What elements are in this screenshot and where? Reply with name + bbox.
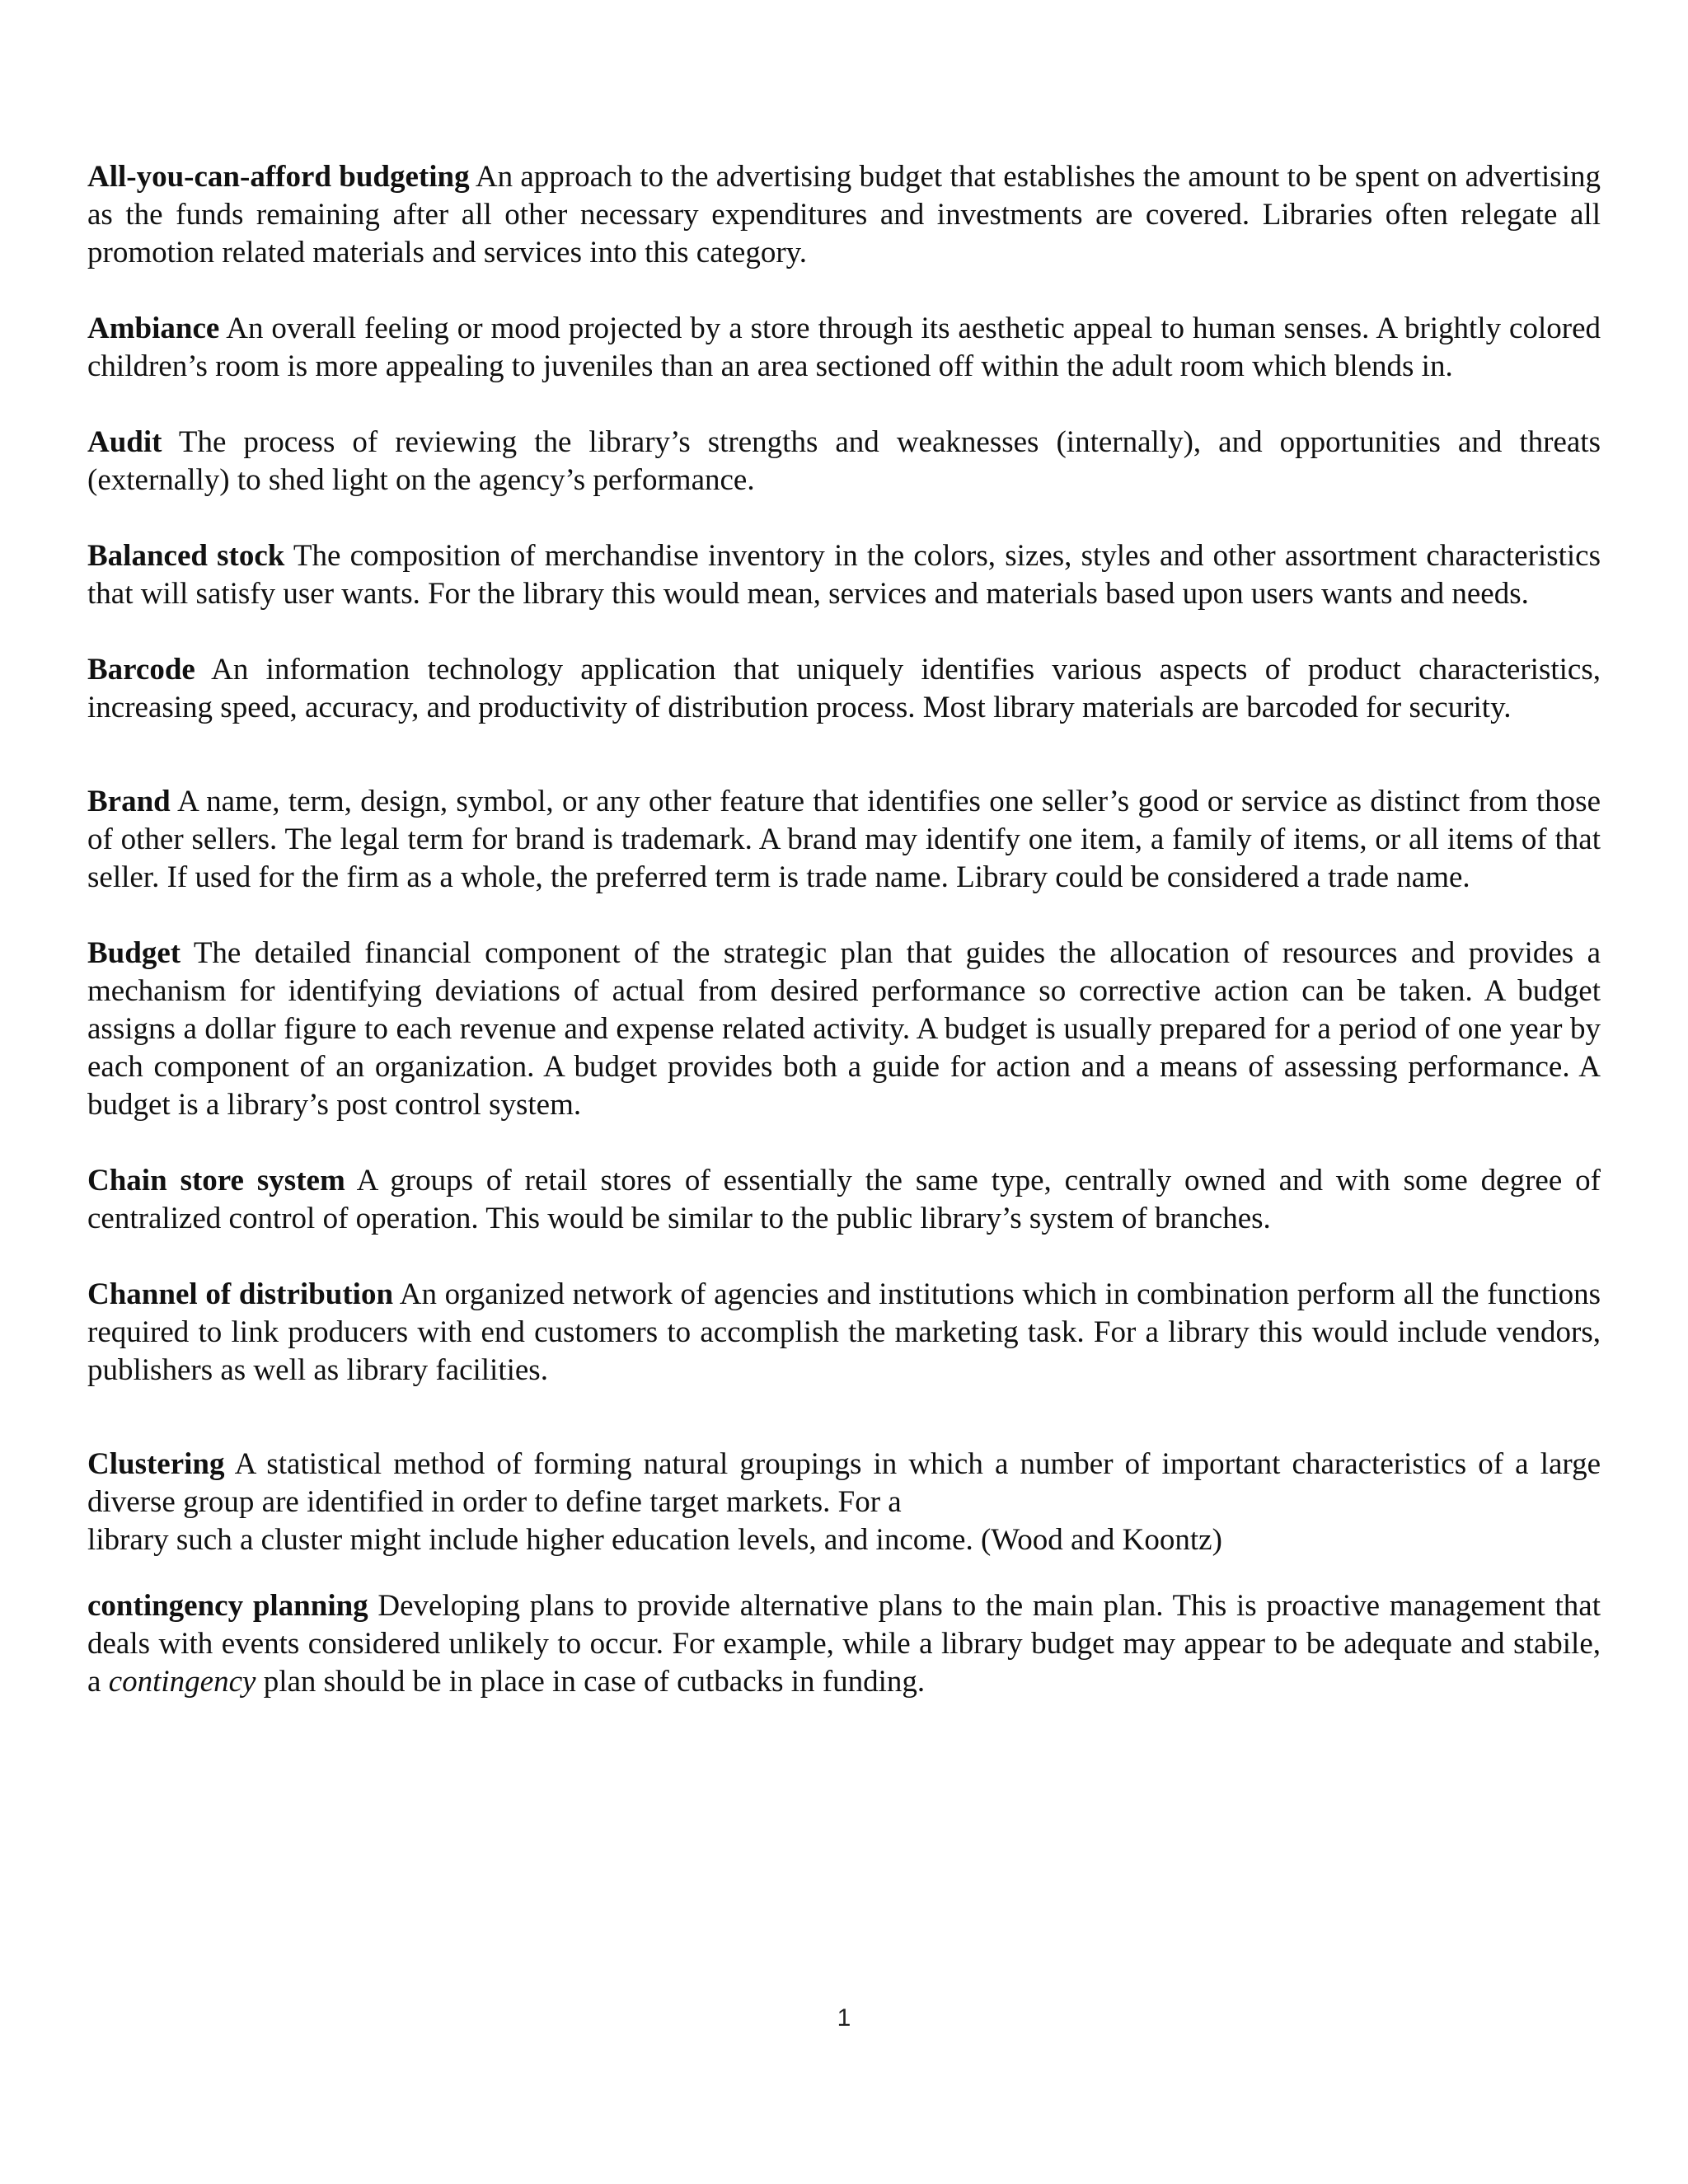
- glossary-definition: A name, term, design, symbol, or any other feature that identifies one seller’s good or service as distinct from those of other sellers. The legal term for brand is trademark. A brand may identify one item, a family of items, or all items of that seller. If used for the firm as a whole, the preferred term is trade name. Library could be considered a trade name.: [87, 785, 1601, 894]
- glossary-definition-emphasis: contingency: [108, 1665, 256, 1699]
- glossary-definition: The detailed financial component of the strategic plan that guides the allocation of resources and provides a mechanism for identifying deviations of actual from desired performance so corrective action can be taken. A budget assigns a dollar figure to each revenue and expense related activity. A budget is usually prepared for a period of one year by each component of an organization. A budget provides both a guide for action and a means of assessing performance. A budget is a library’s post control system.: [87, 936, 1601, 1122]
- glossary-definition: The process of reviewing the library’s strengths and weaknesses (internally), and opportunities and threats (externally) to shed light on the agency’s performance.: [87, 425, 1601, 497]
- glossary-entry-budget: [87, 935, 1601, 1124]
- glossary-definition: plan should be in place in case of cutbacks in funding.: [263, 1665, 926, 1699]
- glossary-content: [87, 158, 1601, 1739]
- glossary-term: All-you-can-afford budgeting: [87, 160, 470, 194]
- glossary-entry-clustering: [87, 1446, 1601, 1559]
- glossary-definition: An overall feeling or mood projected by a store through its aesthetic appeal to human senses. A brightly colored children’s room is more appealing to juveniles than an area sectioned off within the adult room which blends in.: [87, 312, 1601, 383]
- glossary-entry-contingency-planning: [87, 1587, 1601, 1701]
- glossary-term: Balanced stock: [87, 539, 285, 573]
- glossary-term: Channel of distribution: [87, 1277, 394, 1311]
- glossary-entry-channel-of-distribution: [87, 1276, 1601, 1390]
- glossary-entry-ambiance: [87, 310, 1601, 386]
- glossary-entry-chain-store-system: [87, 1162, 1601, 1238]
- glossary-definition: An information technology application that uniquely identifies various aspects of product characteristics, increasing speed, accuracy, and productivity of distribution process. Most library materials are barcoded for security.: [87, 653, 1601, 724]
- glossary-entry-brand: [87, 783, 1601, 897]
- glossary-definition: An approach to the advertising budget that establishes the amount to be spent on advertising as the funds remaining after all other necessary expenditures and investments are covered. Libraries often relegate all promotion related materials and services into this category.: [87, 160, 1601, 269]
- glossary-term: Budget: [87, 936, 181, 970]
- glossary-definition: A statistical method of forming natural groupings in which a number of important characteristics of a large diverse group are identified in order to define target markets. For a: [87, 1447, 1601, 1519]
- glossary-term: Chain store system: [87, 1164, 345, 1197]
- glossary-entry-barcode: [87, 651, 1601, 727]
- glossary-entry-balanced-stock: [87, 537, 1601, 613]
- glossary-definition: The composition of merchandise inventory in the colors, sizes, styles and other assortment characteristics that will satisfy user wants. For the library this would mean, services and materials based upon users wants and needs.: [87, 539, 1601, 611]
- glossary-definition: A groups of retail stores of essentially the same type, centrally owned and with some degree of centralized control of operation. This would be similar to the public library’s system of branches.: [87, 1164, 1601, 1235]
- glossary-definition: An organized network of agencies and institutions which in combination perform all the functions required to link producers with end customers to accomplish the marketing task. For a library this would include vendors, publishers as well as library facilities.: [87, 1277, 1601, 1387]
- glossary-entry-audit: [87, 424, 1601, 499]
- glossary-definition-continuation: library such a cluster might include higher education levels, and income. (Wood and Koontz): [87, 1523, 1222, 1557]
- glossary-term: contingency planning: [87, 1589, 368, 1623]
- page-number: 1: [837, 2004, 851, 2032]
- glossary-term: Barcode: [87, 653, 195, 687]
- glossary-entry-all-you-can-afford: [87, 158, 1601, 272]
- glossary-definition: Developing plans to provide alternative plans to the main plan. This is proactive management that deals with events considered unlikely to occur. For example, while a library budget may appear to be adequate and stabile, a: [87, 1589, 1601, 1699]
- glossary-term: Ambiance: [87, 312, 220, 345]
- glossary-term: Audit: [87, 425, 162, 459]
- glossary-term: Brand: [87, 785, 171, 818]
- glossary-term: Clustering: [87, 1447, 225, 1481]
